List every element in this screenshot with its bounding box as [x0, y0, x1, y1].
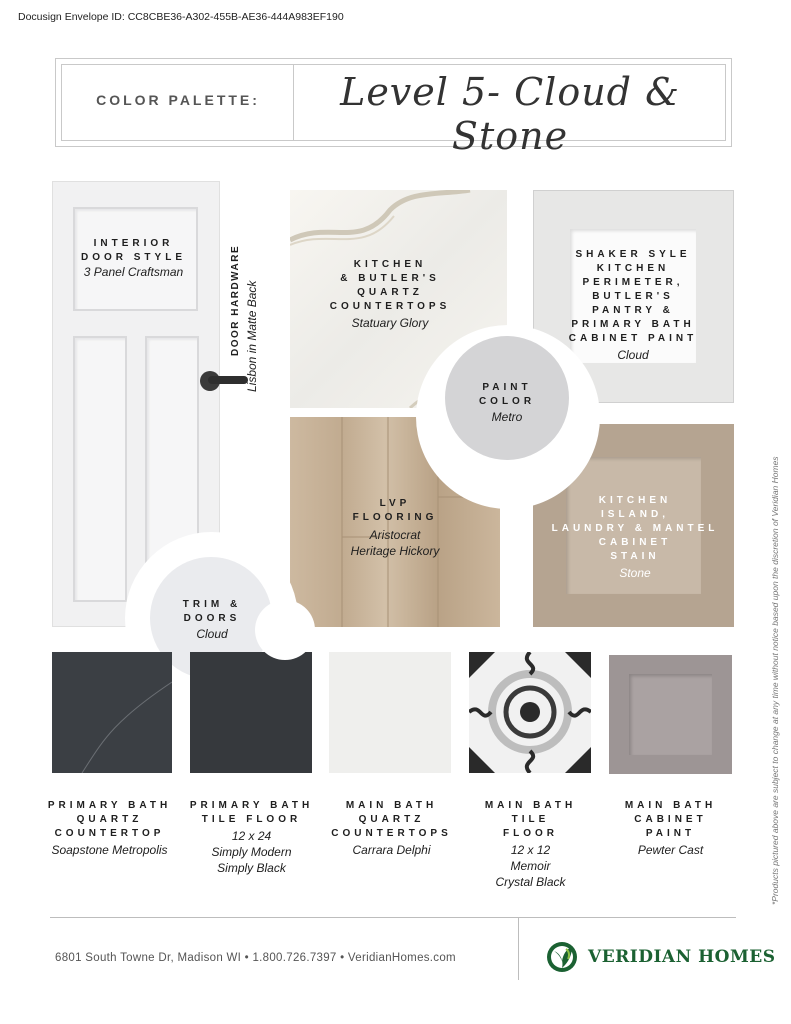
envelope-id: Docusign Envelope ID: CC8CBE36-A302-455B-AE36-444A983EF190	[18, 11, 344, 23]
interior-door-value: 3 Panel Craftsman	[83, 265, 184, 279]
shaker-cabinet-title: SHAKER SYLE KITCHEN PERIMETER, BUTLER'S PANTRY & PRIMARY BATH CABINET PAINT	[568, 249, 698, 344]
door-hardware-title: DOOR HARDWARE	[230, 244, 241, 356]
footer-vertical-divider	[518, 918, 519, 980]
disclaimer: *Products pictured above are subject to change at any time without notice based upon the discretion of Veridian Homes	[770, 456, 780, 905]
palette-name: Level 5- Cloud & Stone	[340, 70, 680, 158]
main-bath-tile-value: 12 x 12 Memoir Crystal Black	[495, 843, 566, 889]
main-bath-tile-title: MAIN BATH TILE FLOOR	[484, 800, 577, 839]
soapstone-vein	[52, 652, 172, 773]
pewter-cast-recessed-panel	[629, 674, 712, 755]
main-bath-cabinet-title: MAIN BATH CABINET PAINT	[624, 800, 717, 839]
lvp-flooring-value: Aristocrat Heritage Hickory	[350, 528, 440, 558]
memoir-tile-swatch	[469, 652, 591, 773]
footer-address: 6801 South Towne Dr, Madison WI • 1.800.726.7397 • VeridianHomes.com	[55, 952, 456, 964]
footer-divider	[50, 917, 736, 918]
brand-name: VERIDIAN HOMES	[588, 947, 776, 967]
shaker-cabinet-value: Cloud	[617, 348, 649, 362]
primary-bath-tile-value: 12 x 24 Simply Modern Simply Black	[211, 829, 292, 875]
primary-bath-quartz-value: Soapstone Metropolis	[51, 843, 168, 857]
door-left-panel	[73, 336, 127, 602]
main-bath-cabinet-value: Pewter Cast	[637, 843, 704, 857]
carrara-delphi-swatch	[329, 652, 451, 773]
main-bath-quartz-title: MAIN BATH QUARTZ COUNTERTOPS	[331, 800, 452, 839]
island-stain-value: Stone	[619, 566, 651, 580]
simply-black-tile-swatch	[190, 652, 312, 773]
primary-bath-quartz-title: PRIMARY BATH QUARTZ COUNTERTOP	[47, 800, 172, 839]
paint-color-value: Metro	[491, 410, 523, 424]
paint-color-title: PAINT COLOR	[478, 382, 536, 407]
interior-door-title: INTERIOR DOOR STYLE	[80, 238, 186, 263]
memoir-tile-pattern	[469, 652, 591, 773]
veridian-leaf-logo-icon	[546, 941, 578, 973]
lvp-flooring-title: LVP FLOORING	[352, 498, 438, 523]
trim-doors-title: TRIM & DOORS	[182, 599, 242, 624]
trim-ring-overlap	[255, 600, 315, 660]
door-handle-lever	[208, 376, 248, 384]
island-stain-title: KITCHEN ISLAND, LAUNDRY & MANTEL CABINET STAIN	[551, 495, 719, 562]
door-hardware-value: Lisbon in Matte Back	[245, 280, 259, 392]
primary-bath-tile-title: PRIMARY BATH TILE FLOOR	[189, 800, 314, 825]
kitchen-quartz-value: Statuary Glory	[351, 316, 429, 330]
palette-label: COLOR PALETTE:	[96, 92, 260, 108]
soapstone-swatch	[52, 652, 172, 773]
main-bath-quartz-value: Carrara Delphi	[352, 843, 431, 857]
kitchen-quartz-title: KITCHEN & BUTLER'S QUARTZ COUNTERTOPS	[329, 259, 451, 312]
trim-doors-value: Cloud	[196, 627, 228, 641]
